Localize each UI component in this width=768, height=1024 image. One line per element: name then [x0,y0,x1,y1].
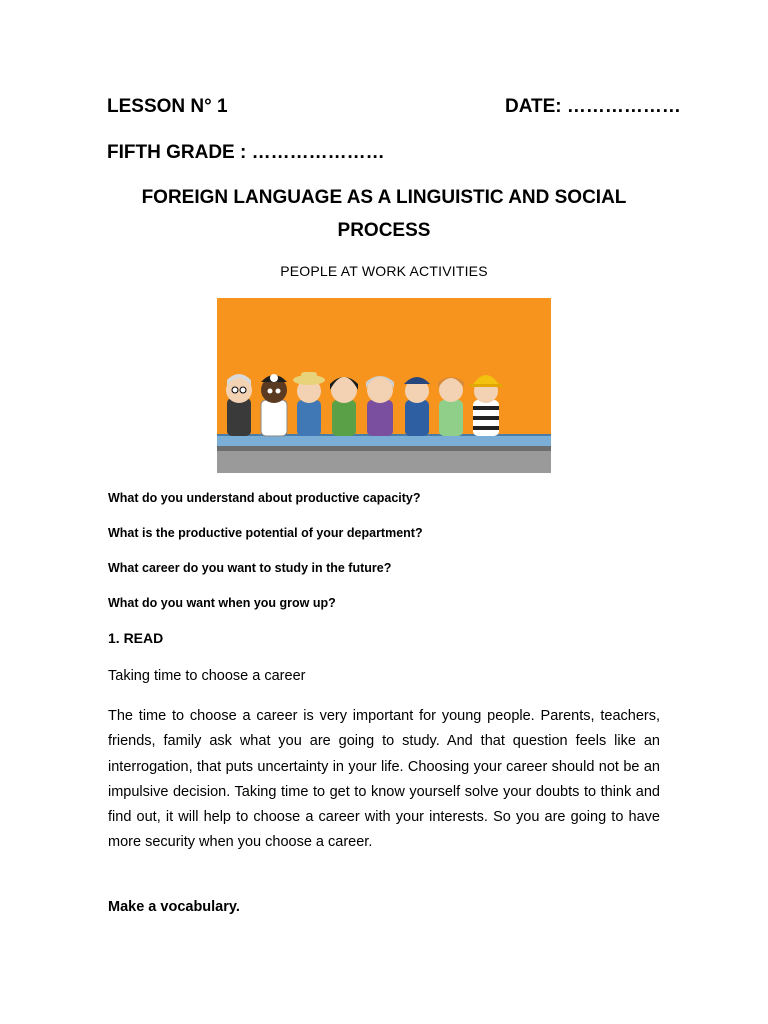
title-line-1: FOREIGN LANGUAGE AS A LINGUISTIC AND SOCIAL [141,187,627,208]
vocabulary-prompt: Make a vocabulary. [108,899,240,915]
question-2: What is the productive potential of your department? [108,526,423,540]
reading-paragraph: The time to choose a career is very important for young people. Parents, teachers, friends, family ask what you are going to study. And that question feels like an interrogation, that puts uncertainty in your life. Choosing your career should not be an impulsive decision. Taking time to get to know yourself solve your doubts to think and find out, it will help to choose a career with your interests. So you are going to have more security when you choose a career. [108,708,660,851]
page-title [108,181,660,247]
question-4: What do you want when you grow up? [108,596,336,610]
character-construction-worker [470,375,502,436]
question-3: What career do you want to study in the future? [108,561,392,575]
title-line-2: PROCESS [337,220,431,241]
question-1: What do you understand about productive capacity? [108,491,421,505]
section-heading-read: 1. READ [108,630,164,646]
character-doctor [261,374,287,436]
character-teacher [226,374,252,436]
grade-field: FIFTH GRADE : ………………… [107,142,385,163]
date-field: DATE: ……………… [505,96,681,117]
people-at-work-illustration [217,298,551,473]
character-grandmother [366,376,394,436]
page-subtitle: PEOPLE AT WORK ACTIVITIES [280,263,488,279]
character-student [330,377,358,436]
lesson-number: LESSON N° 1 [107,96,228,117]
character-farmer [293,372,325,436]
reading-title: Taking time to choose a career [108,668,306,684]
illustration-floor [217,450,551,473]
character-mechanic [404,377,430,436]
character-nurse [438,377,464,436]
